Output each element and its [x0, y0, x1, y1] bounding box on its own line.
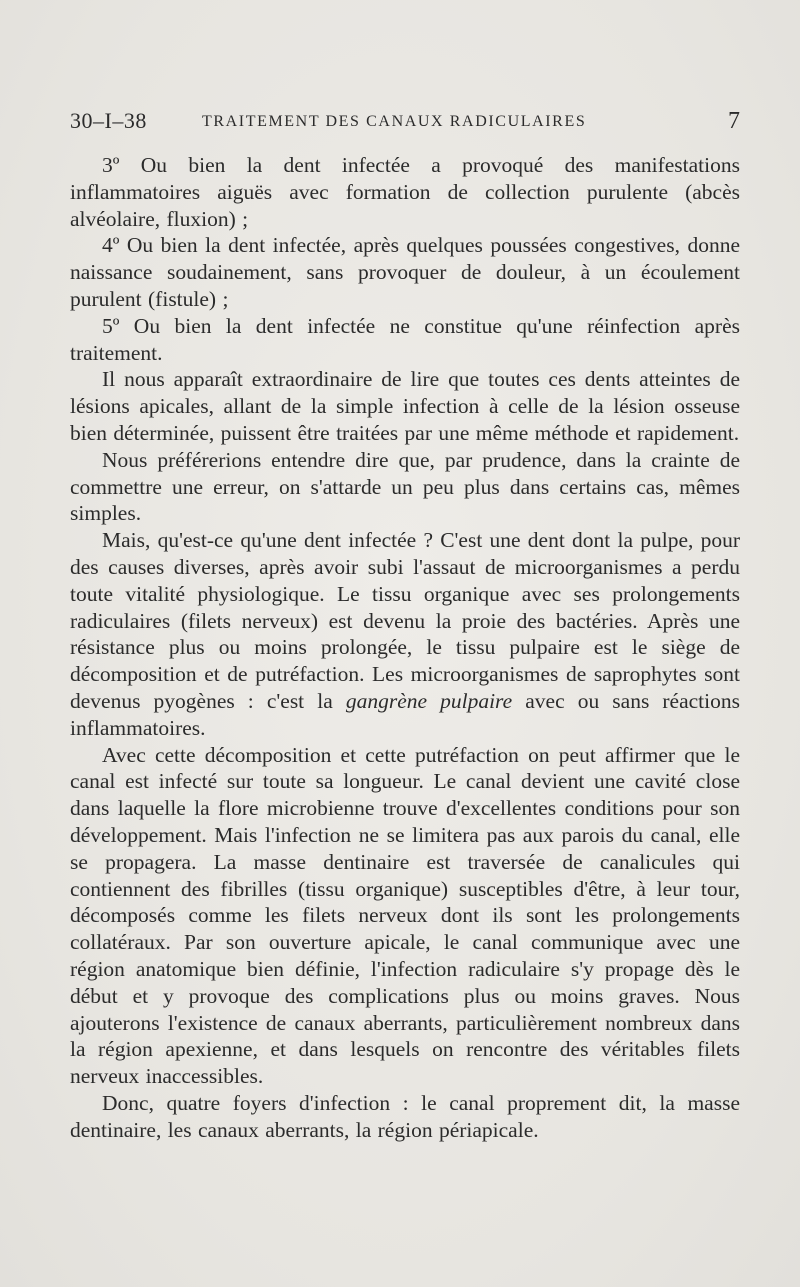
paragraph-apical-lesions: Il nous apparaît extraordinaire de lire que toutes ces dents atteintes de lésions apicales, allant de la simple infection à celle de la lésion osseuse bien déterminée, puissent être traitées par une même méthode et rapidement. — [70, 367, 740, 445]
body-text — [70, 152, 740, 1143]
header-date: 30–I–38 — [70, 108, 147, 133]
paragraph-item-4: 4º Ou bien la dent infectée, après quelques poussées congestives, donne naissance soudainement, sans provoquer de douleur, à un écoulement purulent (fistule) ; — [70, 233, 740, 311]
running-title: TRAITEMENT DES CANAUX RADICULAIRES — [202, 113, 587, 130]
paragraph-text-after: avec ou sans réactions inflammatoires. — [70, 688, 740, 740]
paragraph-item-5: 5º Ou bien la dent infectée ne constitue qu'une réinfection après traitement. — [70, 313, 740, 365]
paragraph-prudence: Nous préférerions entendre dire que, par prudence, dans la crainte de commettre une erreur, on s'attarde un peu plus dans certains cas, mêmes simples. — [70, 447, 740, 526]
page-number: 7 — [728, 108, 740, 134]
paragraph-item-3: 3º Ou bien la dent infectée a provoqué des manifestations inflammatoires aiguës avec formation de collection purulente (abcès alvéolaire, fluxion) ; — [70, 153, 740, 231]
italic-term: gangrène pulpaire — [345, 688, 513, 713]
page-header — [70, 108, 740, 138]
paragraph-four-foci: Donc, quatre foyers d'infection : le canal proprement dit, la masse dentinaire, les canaux aberrants, la région périapicale. — [70, 1090, 740, 1142]
paragraph-text-before: Mais, qu'est-ce qu'une dent infectée ? C'est une dent dont la pulpe, pour des causes diverses, après avoir subi l'assaut de microorganismes a perdu toute vitalité physiologique. Le tissu organique avec ses prolongements radiculaires (filets nerveux) est devenu la proie des bactéries. Après une résistance plus ou moins prolongée, le tissu pulpaire est le siège de décomposition et de putréfaction. Les microorganismes de saprophytes sont devenus pyogènes : c'est la — [70, 528, 740, 713]
paragraph-infected-tooth — [70, 527, 740, 741]
paragraph-decomposition: Avec cette décomposition et cette putréfaction on peut affirmer que le canal est infecté sur toute sa longueur. Le canal devient une cavité close dans laquelle la flore microbienne trouve d'excellentes conditions pour son développement. Mais l'infection ne se limitera pas aux parois du canal, elle se propagera. La masse dentinaire est traversée de canalicules qui contiennent des fibrilles (tissu organique) susceptibles d'être, à leur tour, décomposés comme les filets nerveux dont ils sont les prolongements collatéraux. Par son ouverture apicale, le canal communique avec une région anatomique bien définie, l'infection radiculaire s'y propage dès le début et y provoque des complications plus ou moins graves. Nous ajouterons l'existence de canaux aberrants, particulièrement nombreux dans la région apexienne, et dans lesquels on rencontre des véritables filets nerveux inaccessibles. — [70, 742, 740, 1089]
